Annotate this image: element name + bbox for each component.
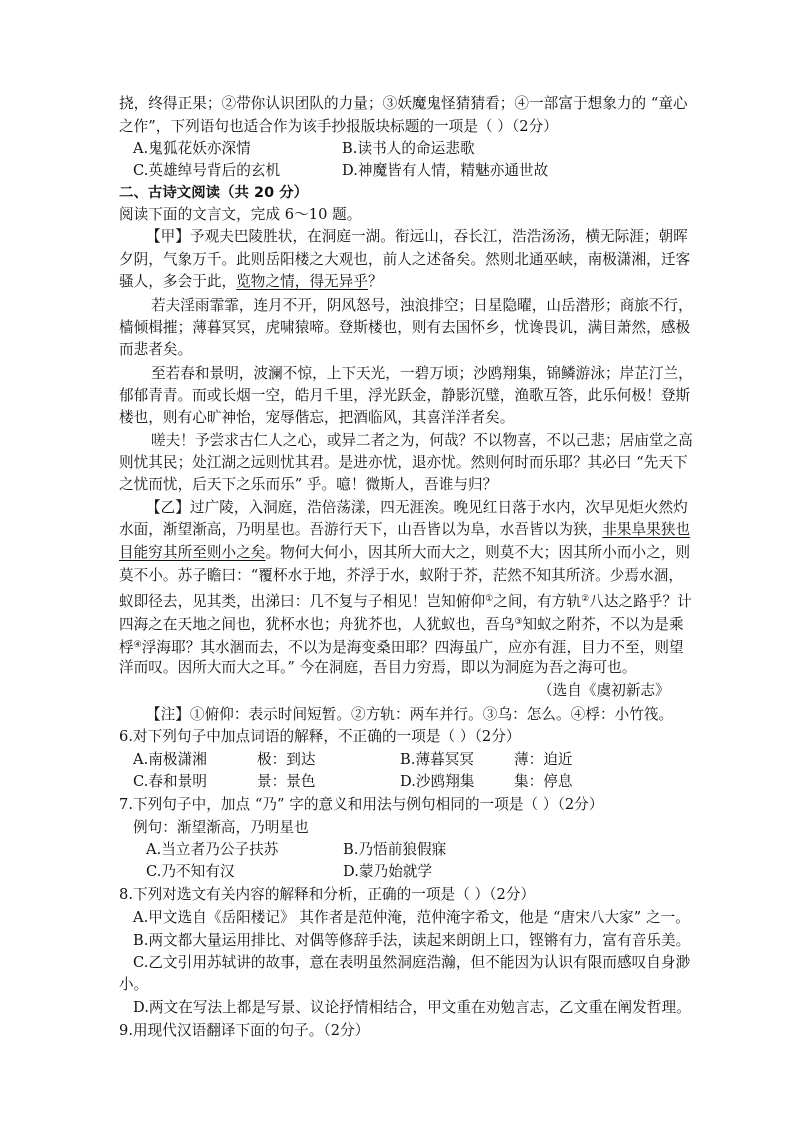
passage-a-line: 若夫淫雨霏霏，连月不开，阴风怒号，浊浪排空；日星隐曜，山岳潜形；商旅不行，: [151, 297, 693, 314]
passage-a-line: 而悲者矣。: [119, 341, 193, 358]
question-8: 8.下列对选文有关内容的解释和分析，正确的一项是（ ）（2分）: [119, 886, 536, 903]
q7-option-b: B.乃悟前狼假寐: [343, 841, 447, 858]
q6-option-a-gloss: 极：到达: [257, 751, 316, 768]
footnote-marker: ④: [133, 640, 142, 650]
q6-option-b: B.薄暮冥冥: [400, 751, 475, 768]
passage-a-line: 【甲】予观夫巴陵胜状，在洞庭一湖。衔远山，吞长江，浩浩汤汤，横无际涯；朝晖: [146, 228, 688, 245]
q7-option-c: C.乃不知有汉: [146, 863, 235, 880]
q8-option-d: D.两文在写法上都是写景、议论抒情相结合，甲文重在劝勉言志，乙文重在阐发哲理。: [133, 999, 691, 1016]
q5-options-intro-line: 挠，终得正果；②带你认识团队的力量；③妖魔鬼怪猜猜看；④一部富于想象力的 “童心: [119, 95, 688, 112]
passage-b-line: 四海之在天地之间也，犹杯水也；舟犹芥也，人犹蚁也，吾乌③知蚁之附芥，不以为是乘: [119, 616, 684, 633]
q6-option-a: A.南极潇湘: [133, 751, 207, 768]
passage-b-line: 水面，渐望渐高，乃明星也。吾游行天下，山吾皆以为阜，水吾皆以为狭，非果阜果狭也: [119, 521, 691, 538]
q6-option-d-gloss: 集：停息: [514, 773, 573, 790]
q7-example: 例句：渐望渐高，乃明星也: [133, 819, 309, 836]
passage-b-line: 【乙】过广陵，入洞庭，浩倍荡漾，四无涯涘。晚见红日落于水内，次早见炬火然灼: [146, 499, 688, 516]
question-6: 6.对下列句子中加点词语的解释，不正确的一项是（ ）（2分）: [119, 728, 521, 745]
section-heading: 二、古诗文阅读（共 20 分）: [119, 185, 309, 201]
footnote-marker: ①: [485, 594, 494, 604]
passage-b-line: 洋而叹。因所大而大之耳。” 今在洞庭，吾目力穷焉，即以为洞庭为吾之海可也。: [119, 659, 637, 676]
underlined-sentence: 览物之情，得无异乎: [236, 273, 368, 290]
passage-b-line: 桴④浮海耶？其水涸而去，不以为是海变桑田耶？四海虽广，应亦有涯，目力不至，则望: [119, 639, 684, 656]
passage-a-line: 则忧其民；处江湖之远则忧其君。是进亦忧，退亦忧。然则何时而乐耶？其必曰 “先天下: [119, 454, 688, 471]
passage-a-line: 至若春和景明，波澜不惊，上下天光，一碧万顷；沙鸥翔集，锦鳞游泳；岸芷汀兰，: [151, 365, 693, 382]
question-9: 9.用现代汉语翻译下面的句子。（2分）: [119, 1022, 370, 1039]
footnote-marker: ②: [581, 594, 590, 604]
passage-a-line: 骚人，多会于此，览物之情，得无异乎？: [119, 273, 383, 290]
q6-option-c: C.春和景明: [133, 773, 207, 790]
q8-option-c: C.乙文引用苏轼讲的故事，意在表明虽然洞庭浩瀚，但不能因为认识有限而感叹自身渺: [133, 954, 691, 971]
q7-option-a: A.当立者乃公子扶苏: [146, 841, 279, 858]
q5-option-b: B.读书人的命运悲歌: [342, 140, 475, 157]
q8-option-b: B.两文都大量运用排比、对偶等修辞手法，读起来朗朗上口，铿锵有力，富有音乐美。: [133, 932, 691, 949]
q7-option-d: D.蒙乃始就学: [343, 863, 433, 880]
q5-option-c: C.英雄绰号背后的玄机: [133, 162, 281, 179]
source-citation: （选自《虞初新志》: [538, 682, 670, 699]
passage-b-line: 目能穷其所至则小之矣。物何大何小，因其所大而大之，则莫不大；因其所小而小之，则: [119, 544, 691, 561]
q8-option-a: A.甲文选自《岳阳楼记》 其作者是范仲淹，范仲淹字希文，他是 “唐宋八大家” 之一。: [133, 909, 690, 926]
q5-option-d: D.神魔皆有人情，精魅亦通世故: [342, 162, 549, 179]
passage-b-line: 莫不小。苏子瞻曰：“覆杯水于地，芥浮于水，蚁附于芥，茫然不知其所济。少焉水涸，: [119, 567, 683, 584]
passage-a-line: 之忧而忧，后天下之乐而乐” 乎。噫！微斯人，吾谁与归？: [119, 476, 498, 493]
passage-b-line: 蚁即径去，见其类，出涕曰：几不复与子相见！岂知俯仰①之间，有方轨②八达之路乎？计: [119, 593, 692, 610]
q6-option-d: D.沙鸥翔集: [400, 773, 475, 790]
underlined-sentence: 非果阜果狭也: [602, 521, 691, 538]
q5-question-line: 之作”，下列语句也适合作为该手抄报版块标题的一项是（ ）（2分）: [119, 118, 558, 135]
underlined-sentence: 目能穷其所至则小之矣: [119, 544, 266, 561]
passage-a-line: 楼也，则有心旷神怡，宠辱偕忘，把酒临风，其喜洋洋者矣。: [119, 409, 515, 426]
passage-a-line: 嗟夫！予尝求古仁人之心，或异二者之为，何哉？不以物喜，不以己悲；居庙堂之高: [151, 432, 693, 449]
section-instruction: 阅读下面的文言文，完成 6～10 题。: [119, 206, 362, 223]
q6-option-c-gloss: 景：景色: [257, 773, 316, 790]
footnote-marker: ③: [514, 617, 523, 627]
q5-option-a: A.鬼狐花妖亦深情: [133, 140, 251, 157]
notes-line: 【注】①俯仰：表示时间短暂。②方轨：两车并行。③乌：怎么。④桴：小竹筏。: [146, 706, 674, 723]
q6-option-b-gloss: 薄：迫近: [514, 751, 573, 768]
passage-a-line: 郁郁青青。而或长烟一空，皓月千里，浮光跃金，静影沉璧，渔歌互答，此乐何极！登斯: [119, 387, 691, 404]
q8-option-c-cont: 小。: [119, 976, 149, 993]
question-7: 7.下列句子中，加点 “乃” 字的意义和用法与例句相同的一项是（ ）（2分）: [119, 796, 604, 813]
passage-a-line: 夕阴，气象万千。此则岳阳楼之大观也，前人之述备矣。然则北通巫峡，南极潇湘，迁客: [119, 251, 691, 268]
passage-a-line: 樯倾楫摧；薄暮冥冥，虎啸猿啼。登斯楼也，则有去国怀乡，忧谗畏讥，满目萧然，感极: [119, 319, 691, 336]
